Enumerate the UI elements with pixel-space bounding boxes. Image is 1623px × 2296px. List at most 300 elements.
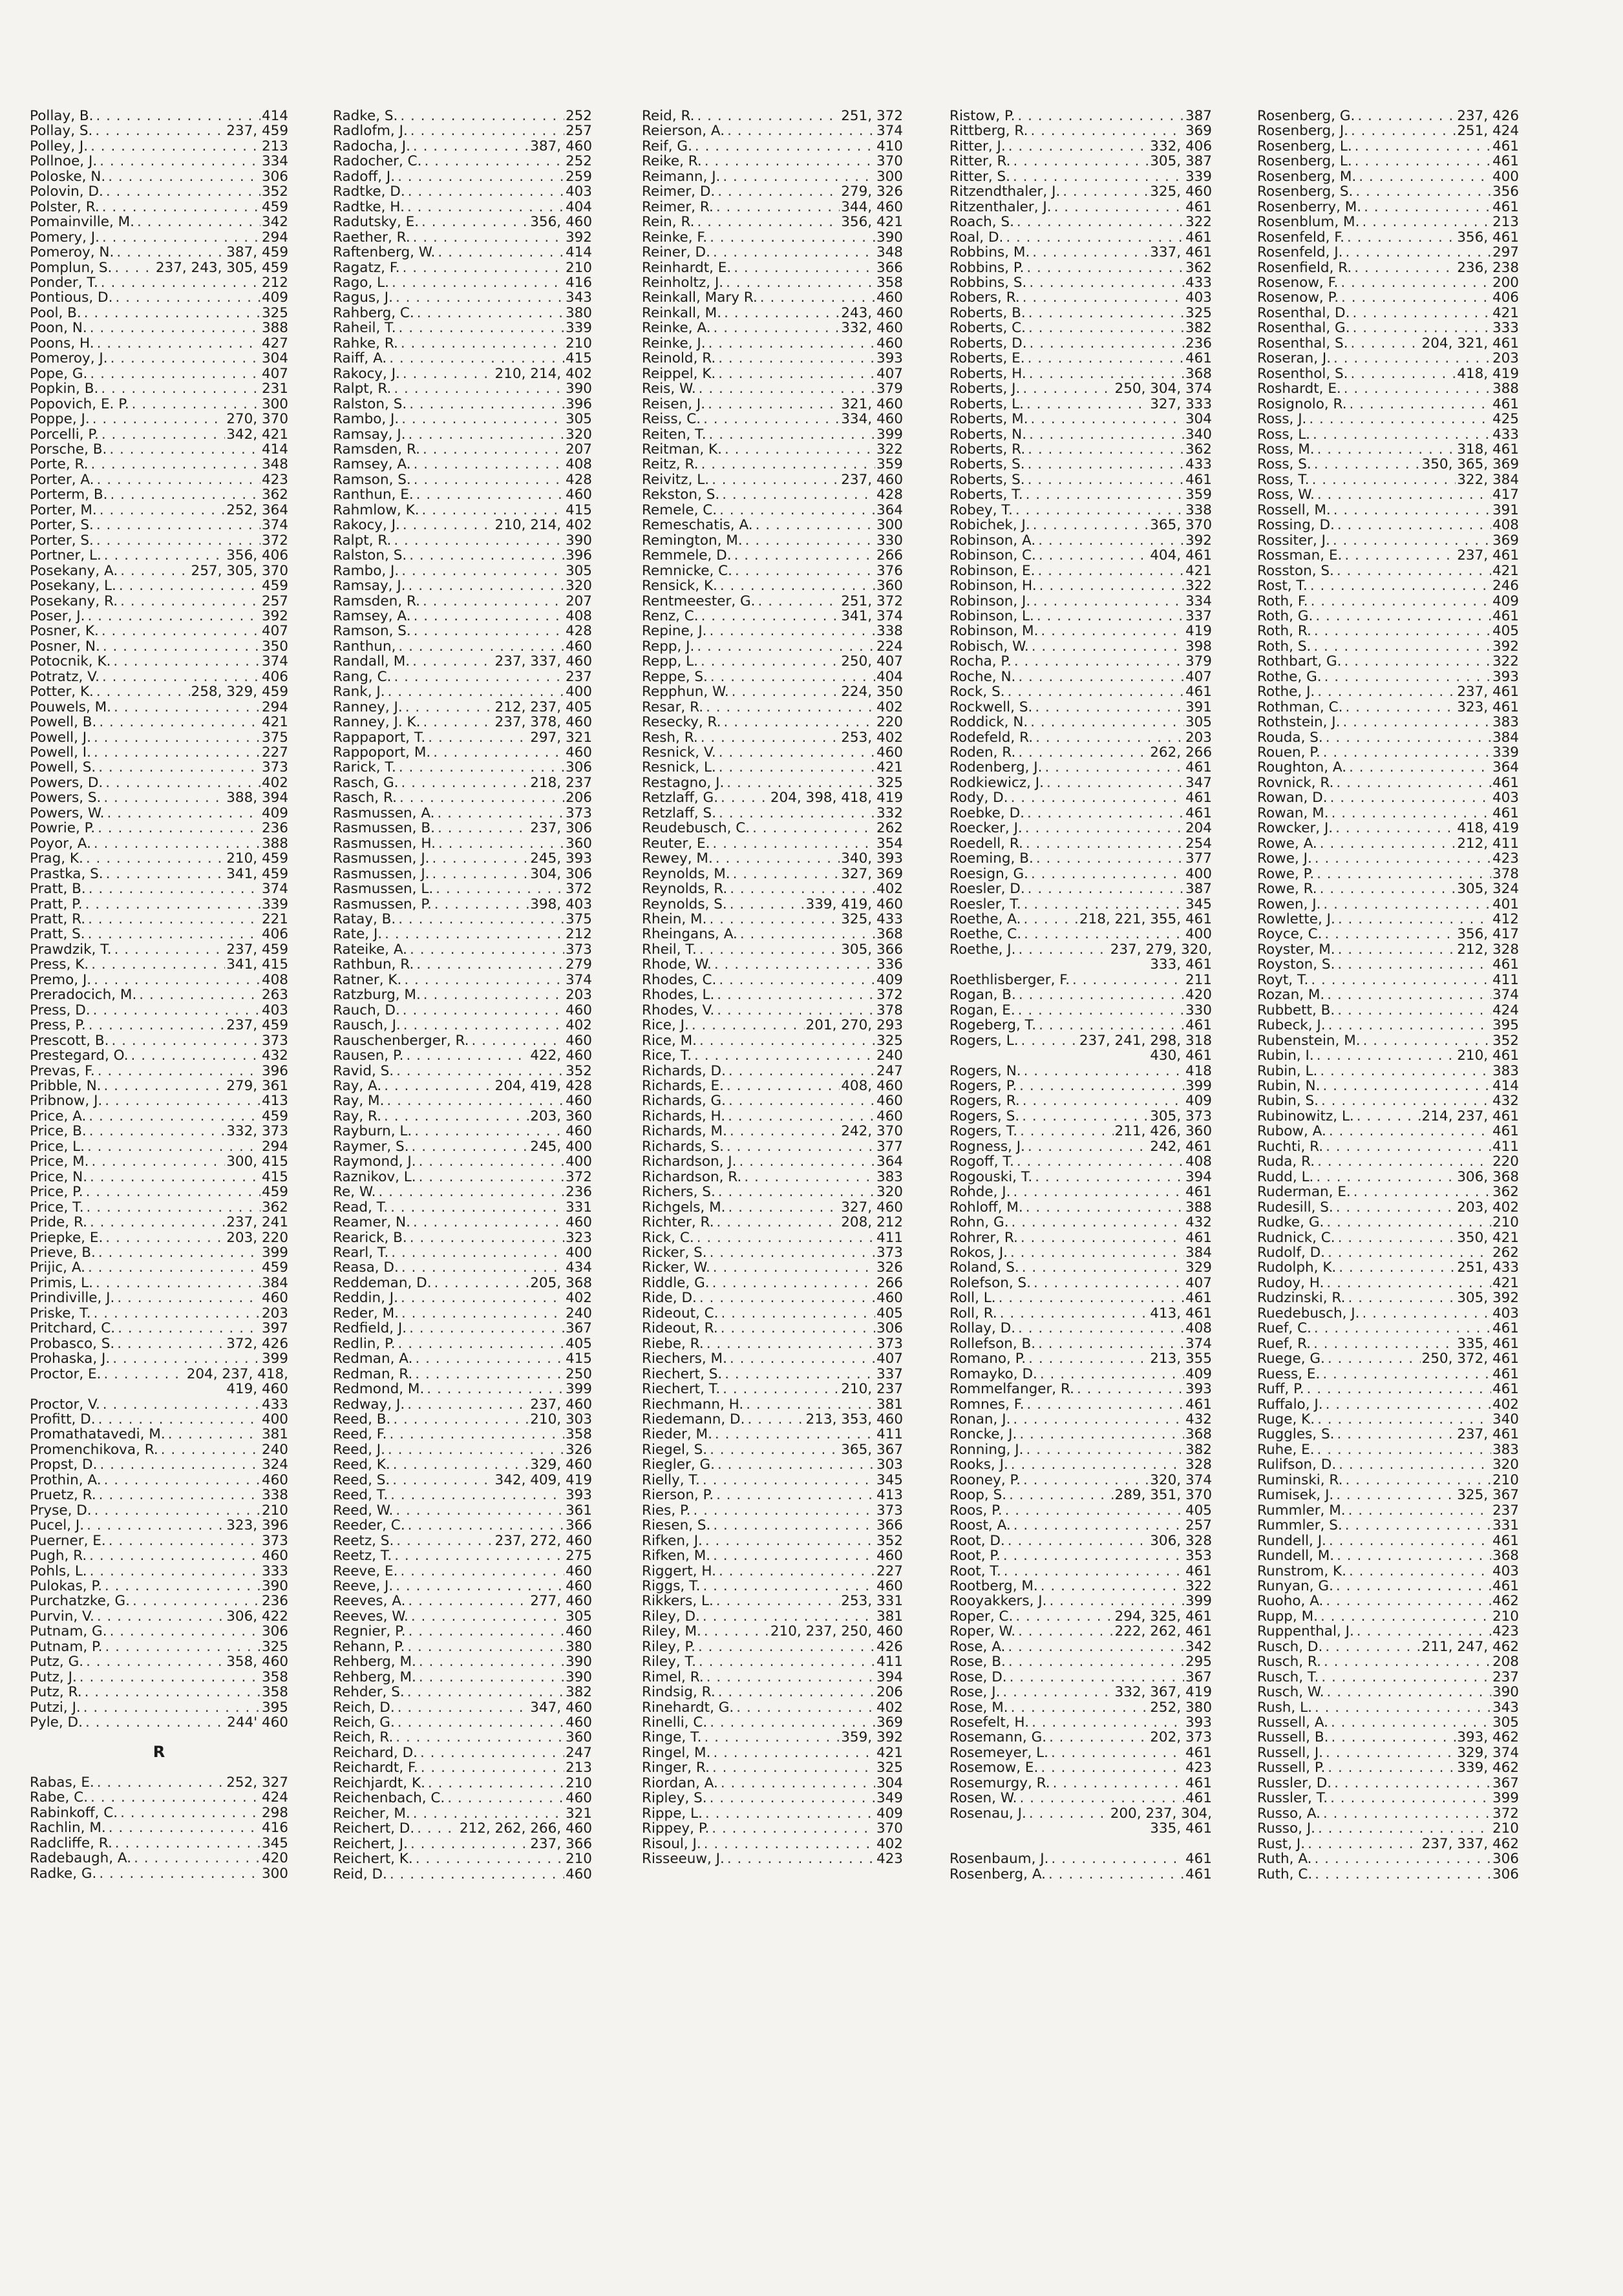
index-entry bbox=[333, 745, 592, 760]
entry-name: Rifken, J. bbox=[642, 1532, 703, 1549]
dot-leader bbox=[1045, 760, 1183, 775]
entry-pages: 212, 262, 266, 460 bbox=[459, 1820, 592, 1837]
dot-leader bbox=[1019, 987, 1184, 1002]
entry-name: Ross, S. bbox=[1257, 456, 1311, 473]
index-entry bbox=[333, 427, 592, 442]
index-entry bbox=[333, 1609, 592, 1624]
dot-leader bbox=[87, 1139, 260, 1154]
entry-name: Roberts, L. bbox=[949, 395, 1024, 412]
entry-pages: 342, 409, 419 bbox=[494, 1471, 592, 1488]
entry-pages: 364 bbox=[1492, 759, 1519, 776]
dot-leader bbox=[1021, 1033, 1078, 1048]
index-entry bbox=[30, 836, 288, 851]
index-entry bbox=[949, 745, 1212, 760]
dot-leader bbox=[384, 1109, 529, 1124]
entry-pages: 409 bbox=[1185, 1093, 1212, 1110]
index-entry bbox=[642, 806, 903, 821]
entry-pages: 305, 387 bbox=[1150, 153, 1212, 170]
dot-leader bbox=[133, 1594, 260, 1608]
entry-pages: 335, 461 bbox=[1150, 1820, 1212, 1837]
entry-pages: 415 bbox=[565, 501, 592, 518]
index-entry bbox=[1257, 700, 1519, 715]
dot-leader bbox=[1317, 1442, 1491, 1457]
entry-name: Richards, S. bbox=[642, 1138, 724, 1155]
dot-leader bbox=[414, 1124, 564, 1139]
entry-pages: 242, 370 bbox=[841, 1123, 903, 1140]
entry-pages: 304, 306 bbox=[530, 865, 592, 882]
entry-name: Rosignolo, R. bbox=[1257, 395, 1347, 412]
entry-pages: 381 bbox=[876, 1396, 903, 1413]
entry-pages: 336 bbox=[876, 956, 903, 973]
entry-name: Rearl, T. bbox=[333, 1244, 389, 1261]
index-entry bbox=[1257, 669, 1519, 684]
index-entry bbox=[642, 123, 903, 138]
dot-leader bbox=[1008, 1639, 1184, 1654]
dot-leader bbox=[100, 503, 226, 518]
entry-name: Rearick, B. bbox=[333, 1229, 407, 1246]
entry-name: Rathbun, R. bbox=[333, 956, 414, 973]
dot-leader bbox=[710, 1715, 875, 1730]
entry-pages: 204 bbox=[1185, 820, 1212, 837]
entry-name: Rooyakkers, J. bbox=[949, 1593, 1047, 1610]
entry-name: Prastka, S. bbox=[30, 865, 103, 882]
entry-name: Rimel, R. bbox=[642, 1669, 704, 1685]
entry-pages: 402 bbox=[876, 699, 903, 715]
dot-leader bbox=[721, 1776, 875, 1791]
index-entry bbox=[1257, 912, 1519, 927]
entry-pages: 387 bbox=[1185, 108, 1212, 124]
index-entry bbox=[1257, 1306, 1519, 1321]
index-entry bbox=[949, 1639, 1212, 1654]
entry-name: Porter, A. bbox=[30, 471, 94, 488]
dot-leader bbox=[1028, 472, 1184, 487]
index-entry bbox=[1257, 1351, 1519, 1366]
entry-name: Roos, P. bbox=[949, 1502, 1002, 1519]
entry-pages: 460 bbox=[565, 1563, 592, 1579]
index-entry-continuation bbox=[949, 1048, 1212, 1063]
entry-name: Rummler, S. bbox=[1257, 1517, 1342, 1534]
entry-name: Rehder, S. bbox=[333, 1684, 405, 1701]
entry-name: Poser, J. bbox=[30, 607, 85, 624]
dot-leader bbox=[410, 942, 564, 957]
entry-pages: 388 bbox=[1492, 381, 1519, 397]
entry-name: Rose, M. bbox=[949, 1699, 1008, 1716]
dot-leader bbox=[97, 1609, 225, 1624]
entry-pages: 237 bbox=[1492, 1502, 1519, 1519]
entry-pages: 333 bbox=[261, 1563, 288, 1579]
dot-leader bbox=[732, 684, 840, 699]
dot-leader bbox=[745, 533, 875, 548]
dot-leader bbox=[717, 1457, 875, 1472]
dot-leader bbox=[1327, 1685, 1491, 1700]
dot-leader bbox=[1322, 1367, 1491, 1382]
entry-pages: 258, 329, 459 bbox=[191, 684, 288, 700]
dot-leader bbox=[1018, 1321, 1184, 1336]
entry-pages: 405 bbox=[565, 1335, 592, 1352]
dot-leader bbox=[1023, 1473, 1149, 1488]
dot-leader bbox=[394, 381, 564, 396]
index-entry bbox=[642, 867, 903, 881]
index-entry bbox=[642, 1260, 903, 1275]
dot-leader bbox=[1019, 1079, 1184, 1093]
dot-leader bbox=[134, 1851, 260, 1866]
index-entry bbox=[30, 1685, 288, 1700]
entry-name: Priske, T. bbox=[30, 1305, 91, 1322]
entry-pages: 369 bbox=[1492, 532, 1519, 549]
dot-leader bbox=[438, 806, 564, 821]
entry-name: Ruhe, E. bbox=[1257, 1441, 1315, 1458]
index-entry bbox=[1257, 594, 1519, 609]
entry-pages: 460 bbox=[876, 1290, 903, 1307]
entry-pages: 210, 214, 402 bbox=[494, 517, 592, 534]
index-entry bbox=[642, 730, 903, 745]
dot-leader bbox=[724, 715, 875, 730]
entry-name: Pratt, B. bbox=[30, 881, 86, 898]
entry-name: Reudebusch, C. bbox=[642, 820, 750, 837]
index-entry bbox=[1257, 1867, 1519, 1882]
entry-name: Romnes, F. bbox=[949, 1396, 1024, 1413]
entry-name: Prohaska, J. bbox=[30, 1351, 111, 1367]
entry-pages: 245, 393 bbox=[530, 850, 592, 867]
entry-name: Richgels, M. bbox=[642, 1199, 726, 1216]
dot-leader bbox=[710, 669, 875, 684]
index-entry bbox=[333, 1654, 592, 1669]
entry-pages: 210 bbox=[1492, 1214, 1519, 1231]
index-entry bbox=[642, 1230, 903, 1245]
entry-pages: 348 bbox=[261, 456, 288, 473]
dot-leader bbox=[394, 669, 564, 684]
entry-name: Ruminski, R. bbox=[1257, 1471, 1343, 1488]
entry-pages: 393 bbox=[565, 1487, 592, 1504]
entry-pages: 263 bbox=[261, 987, 288, 1004]
index-entry bbox=[30, 518, 288, 532]
entry-name: Resar, R. bbox=[642, 699, 704, 715]
index-entry bbox=[642, 1548, 903, 1563]
index-entry bbox=[642, 1321, 903, 1336]
entry-pages: 250, 407 bbox=[841, 653, 903, 670]
entry-pages: 366 bbox=[876, 259, 903, 276]
entry-name: Rosenow, P. bbox=[1257, 290, 1339, 306]
index-entry bbox=[333, 1548, 592, 1563]
dot-leader bbox=[1022, 1109, 1149, 1124]
index-entry bbox=[333, 836, 592, 851]
entry-pages: 339, 462 bbox=[1457, 1760, 1519, 1776]
entry-pages: 402 bbox=[565, 1290, 592, 1307]
entry-pages: 383 bbox=[1492, 714, 1519, 731]
index-entry bbox=[333, 1079, 592, 1093]
entry-pages: 393, 462 bbox=[1457, 1729, 1519, 1746]
entry-name: Repphun, W. bbox=[642, 684, 729, 700]
entry-name: Rosenberg, A. bbox=[949, 1866, 1046, 1882]
entry-pages: 305 bbox=[1492, 1714, 1519, 1731]
entry-name: Raheil, T. bbox=[333, 320, 396, 337]
entry-pages: 369 bbox=[1185, 123, 1212, 140]
dot-leader bbox=[1328, 1760, 1456, 1775]
entry-name: Rittberg, R. bbox=[949, 123, 1028, 140]
entry-pages: 372 bbox=[261, 532, 288, 549]
index-entry bbox=[30, 1518, 288, 1533]
entry-name: Priepke, E. bbox=[30, 1229, 103, 1246]
dot-leader bbox=[1355, 154, 1491, 169]
entry-name: Rohloff, M. bbox=[949, 1199, 1023, 1216]
entry-name: Russell, P. bbox=[1257, 1760, 1326, 1776]
entry-pages: 303 bbox=[876, 1457, 903, 1473]
index-entry bbox=[1257, 472, 1519, 487]
entry-name: Rosenbaum, J. bbox=[949, 1851, 1049, 1868]
entry-pages: 400 bbox=[565, 1153, 592, 1170]
entry-name: Radke, G. bbox=[30, 1865, 97, 1882]
dot-leader bbox=[1024, 897, 1184, 912]
entry-pages: 244' 460 bbox=[227, 1714, 288, 1731]
entry-pages: 333, 461 bbox=[1150, 956, 1212, 973]
dot-leader bbox=[712, 1821, 875, 1836]
entry-name: Reis, W. bbox=[642, 381, 696, 397]
dot-leader bbox=[396, 1579, 564, 1594]
dot-leader bbox=[699, 1033, 875, 1048]
entry-name: Regnier, P. bbox=[333, 1623, 406, 1640]
entry-name: Rudd, L. bbox=[1257, 1168, 1314, 1185]
index-entry bbox=[1257, 1670, 1519, 1685]
entry-pages: 376 bbox=[876, 562, 903, 579]
entry-name: Ross, L. bbox=[1257, 426, 1311, 443]
dot-leader bbox=[1041, 1760, 1184, 1775]
entry-name: Rice, M. bbox=[642, 1032, 697, 1049]
entry-pages: 207 bbox=[565, 441, 592, 458]
entry-name: Posner, N. bbox=[30, 638, 100, 655]
index-entry bbox=[949, 503, 1212, 518]
index-entry bbox=[30, 730, 288, 745]
entry-pages: 325 bbox=[876, 774, 903, 791]
entry-name: Rogouski, T. bbox=[949, 1168, 1033, 1185]
index-entry bbox=[30, 1700, 288, 1715]
entry-pages: 275 bbox=[565, 1548, 592, 1564]
dot-leader bbox=[1339, 1457, 1491, 1472]
entry-pages: 210 bbox=[1492, 1820, 1519, 1837]
entry-pages: 461 bbox=[1185, 471, 1212, 488]
index-entry bbox=[333, 1154, 592, 1169]
dot-leader bbox=[1023, 381, 1113, 396]
index-entry bbox=[1257, 1200, 1519, 1215]
entry-pages: 377 bbox=[876, 1138, 903, 1155]
entry-name: Posekany, A. bbox=[30, 562, 118, 579]
entry-name: Powell, I. bbox=[30, 744, 91, 761]
index-entry bbox=[642, 306, 903, 321]
dot-leader bbox=[1336, 1579, 1491, 1594]
index-entry bbox=[333, 1670, 592, 1685]
index-entry bbox=[1257, 306, 1519, 321]
entry-pages: 338 bbox=[1185, 501, 1212, 518]
entry-pages: 356, 421 bbox=[841, 214, 903, 231]
dot-leader bbox=[91, 457, 260, 472]
entry-pages: 344, 460 bbox=[841, 198, 903, 215]
entry-pages: 262 bbox=[876, 820, 903, 837]
entry-name: Porcelli, P. bbox=[30, 426, 99, 443]
entry-name: Rabe, C. bbox=[30, 1789, 89, 1806]
entry-pages: 236 bbox=[261, 820, 288, 837]
dot-leader bbox=[392, 275, 564, 290]
entry-pages: 297 bbox=[1492, 244, 1519, 261]
entry-pages: 373 bbox=[876, 1335, 903, 1352]
entry-pages: 323 bbox=[565, 1229, 592, 1246]
entry-pages: 418 bbox=[1185, 1062, 1212, 1079]
entry-name: Rogan, B. bbox=[949, 987, 1016, 1004]
dot-leader bbox=[1033, 594, 1184, 609]
entry-name: Pulokas, P. bbox=[30, 1577, 102, 1594]
entry-name: Russell, A. bbox=[1257, 1714, 1329, 1731]
entry-name: Rossell, M. bbox=[1257, 501, 1331, 518]
index-entry bbox=[949, 1654, 1212, 1669]
entry-pages: 243, 460 bbox=[841, 304, 903, 321]
entry-pages: 392 bbox=[261, 607, 288, 624]
index-entry bbox=[333, 487, 592, 502]
dot-leader bbox=[1354, 260, 1456, 275]
entry-name: Rubinowitz, L. bbox=[1257, 1108, 1354, 1124]
index-entry bbox=[949, 1715, 1212, 1730]
index-entry bbox=[30, 472, 288, 487]
entry-pages: 305, 373 bbox=[1150, 1108, 1212, 1124]
index-entry bbox=[642, 1851, 903, 1866]
dot-leader bbox=[85, 897, 260, 912]
index-entry bbox=[1257, 200, 1519, 215]
dot-leader bbox=[410, 1230, 564, 1245]
dot-leader bbox=[1025, 821, 1184, 836]
dot-leader bbox=[723, 169, 875, 184]
entry-pages: 460 bbox=[565, 1714, 592, 1731]
index-entry bbox=[642, 548, 903, 563]
entry-name: Rieder, M. bbox=[642, 1426, 712, 1443]
entry-name: Retzlaff, S. bbox=[642, 805, 717, 821]
dot-leader bbox=[1351, 366, 1456, 381]
entry-pages: 210 bbox=[565, 1775, 592, 1791]
entry-name: Popkin, B. bbox=[30, 381, 99, 397]
entry-name: Rothman, C. bbox=[1257, 699, 1343, 715]
entry-pages: 428 bbox=[876, 487, 903, 503]
dot-leader bbox=[1312, 472, 1456, 487]
entry-pages: 374 bbox=[261, 653, 288, 670]
entry-pages: 204, 321, 461 bbox=[1421, 335, 1519, 352]
entry-name: Rausen, P. bbox=[333, 1048, 404, 1064]
entry-pages: 354 bbox=[876, 835, 903, 852]
entry-name: Runstrom, K. bbox=[1257, 1563, 1346, 1579]
entry-name: Ringer, R. bbox=[642, 1760, 710, 1776]
entry-name: Rokos, J. bbox=[949, 1244, 1008, 1261]
entry-name: Putnam, P. bbox=[30, 1638, 103, 1655]
dot-leader bbox=[1010, 1245, 1184, 1260]
entry-name: Reed, F. bbox=[333, 1426, 387, 1443]
entry-pages: 374 bbox=[261, 881, 288, 898]
index-entry bbox=[642, 927, 903, 942]
entry-name: Rosenblum, M. bbox=[1257, 214, 1360, 231]
entry-pages: 339 bbox=[1492, 744, 1519, 761]
entry-name: Reisen, J. bbox=[642, 395, 706, 412]
dot-leader bbox=[1314, 1321, 1491, 1336]
index-entry bbox=[1257, 745, 1519, 760]
entry-pages: 300 bbox=[876, 168, 903, 185]
index-entry bbox=[642, 1564, 903, 1579]
dot-leader bbox=[1031, 412, 1184, 427]
index-entry bbox=[642, 1594, 903, 1608]
entry-name: Roberts, J. bbox=[949, 381, 1021, 397]
dot-leader bbox=[716, 851, 840, 866]
dot-leader bbox=[116, 245, 225, 260]
dot-leader bbox=[417, 1821, 458, 1836]
entry-name: Reinke, F. bbox=[642, 229, 708, 246]
entry-pages: 342 bbox=[261, 214, 288, 231]
entry-pages: 334, 460 bbox=[841, 411, 903, 428]
dot-leader bbox=[736, 1700, 875, 1715]
dot-leader bbox=[80, 1670, 260, 1685]
entry-name: Rothbart, G. bbox=[1257, 653, 1342, 670]
index-entry bbox=[333, 1579, 592, 1594]
index-entry bbox=[30, 912, 288, 927]
index-entry bbox=[333, 1230, 592, 1245]
entry-name: Ruedebusch, J. bbox=[1257, 1305, 1360, 1322]
entry-name: Pomeroy, N. bbox=[30, 244, 114, 261]
entry-name: Rundell, M. bbox=[1257, 1548, 1335, 1564]
entry-name: Ragatz, F. bbox=[333, 259, 400, 276]
dot-leader bbox=[407, 1685, 564, 1700]
entry-name: Rahberg, C. bbox=[333, 304, 414, 321]
index-entry bbox=[1257, 260, 1519, 275]
entry-pages: 459 bbox=[261, 578, 288, 595]
entry-name: Ritzendthaler, J. bbox=[949, 184, 1061, 200]
dot-leader bbox=[1349, 760, 1491, 775]
entry-pages: 407 bbox=[876, 1351, 903, 1367]
entry-name: Robinson, A. bbox=[949, 532, 1036, 549]
entry-name: Rosenberry, M. bbox=[1257, 198, 1362, 215]
dot-leader bbox=[132, 397, 260, 412]
index-entry bbox=[949, 1397, 1212, 1412]
dot-leader bbox=[95, 123, 225, 138]
entry-pages: 362 bbox=[261, 1199, 288, 1216]
entry-name: Price, N. bbox=[30, 1168, 88, 1185]
index-entry bbox=[949, 1806, 1212, 1821]
dot-leader bbox=[1363, 1033, 1491, 1048]
entry-pages: 399 bbox=[261, 1351, 288, 1367]
dot-leader bbox=[1333, 503, 1491, 518]
index-entry bbox=[333, 366, 592, 381]
index-entry bbox=[949, 1382, 1212, 1396]
index-entry bbox=[642, 669, 903, 684]
dot-leader bbox=[725, 1367, 875, 1382]
index-entry bbox=[1257, 806, 1519, 821]
entry-name: Rosemeyer, L. bbox=[949, 1744, 1048, 1761]
dot-leader bbox=[102, 230, 260, 245]
entry-name: Ritter, R. bbox=[949, 153, 1011, 170]
dot-leader bbox=[1015, 1609, 1113, 1624]
entry-pages: 409 bbox=[1185, 1365, 1212, 1382]
entry-name: Rowcker, J. bbox=[1257, 820, 1333, 837]
dot-leader bbox=[90, 1790, 260, 1805]
entry-name: Roberts, H. bbox=[949, 365, 1026, 382]
index-entry bbox=[1257, 1639, 1519, 1654]
index-entry bbox=[949, 1003, 1212, 1018]
dot-leader bbox=[712, 836, 875, 851]
dot-leader bbox=[1030, 123, 1184, 138]
dot-leader bbox=[96, 533, 260, 548]
entry-name: Rogers, N. bbox=[949, 1062, 1021, 1079]
dot-leader bbox=[703, 1609, 875, 1624]
entry-name: Ruege, G. bbox=[1257, 1351, 1325, 1367]
entry-pages: 207 bbox=[565, 593, 592, 609]
dot-leader bbox=[718, 351, 875, 366]
entry-name: Pruetz, R. bbox=[30, 1487, 96, 1504]
index-entry bbox=[30, 442, 288, 457]
index-entry bbox=[30, 1397, 288, 1412]
index-entry bbox=[642, 1473, 903, 1488]
entry-pages: 364 bbox=[876, 1153, 903, 1170]
entry-name: Reimann, J. bbox=[642, 168, 721, 185]
